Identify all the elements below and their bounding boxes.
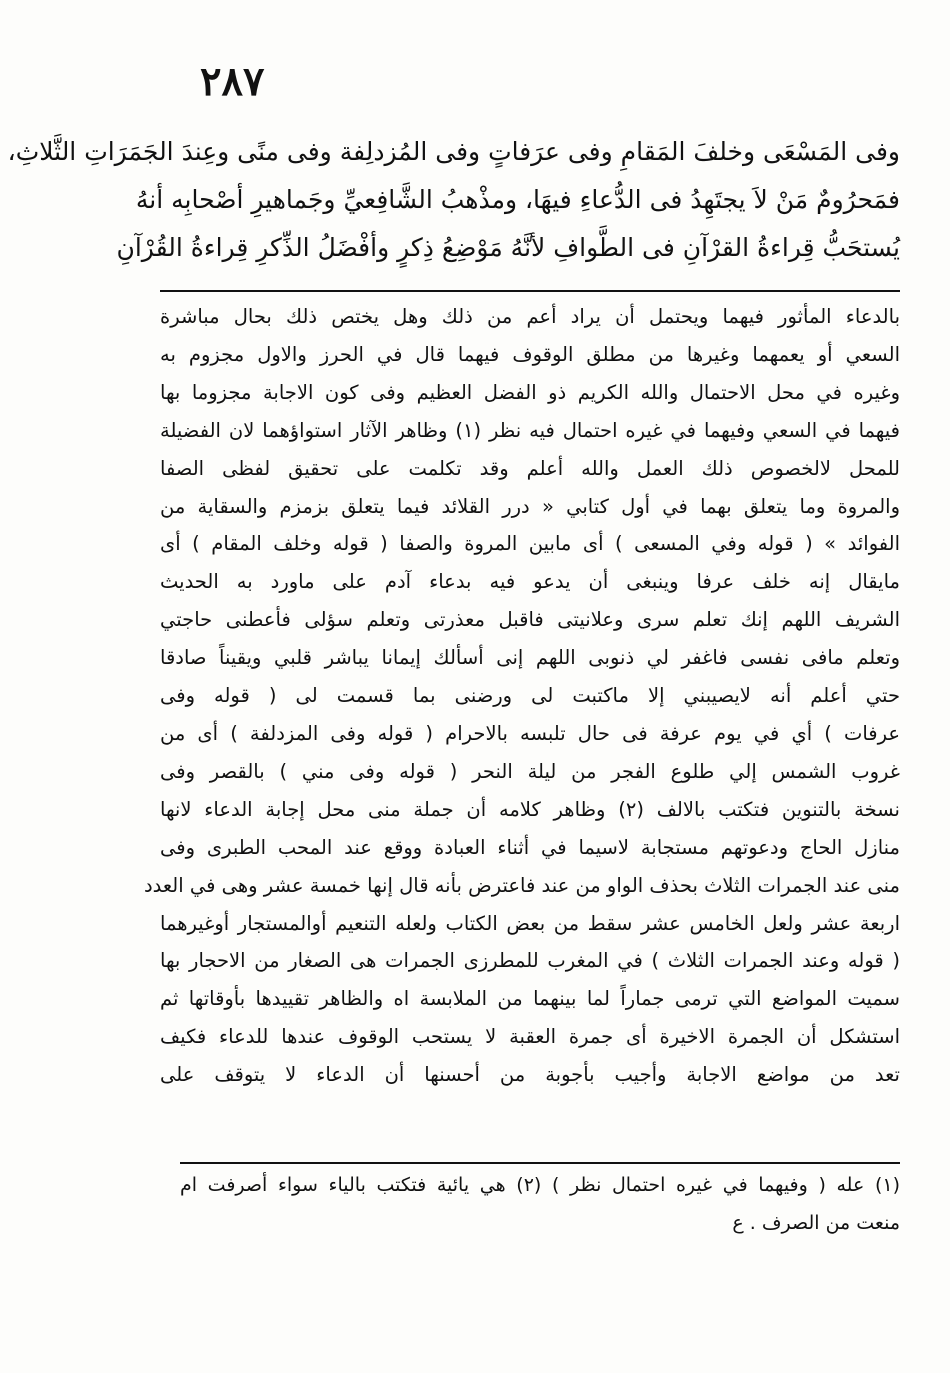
main-text-line: يُستحَبُّ قِراءةُ القرْآنِ فى الطَّوافِ لأنَّهُ مَوْضِعُ ذِكرٍ وأفْضَلُ الذِّكرِ قِراءةُ القُرْآنِ xyxy=(116,233,900,262)
commentary-line: مايقال إنه خلف عرفا وينبغى أن يدعو فيه بدعاء آدم على ماورد به الحديث xyxy=(160,570,900,594)
commentary-line: الشريف اللهم إنك تعلم سرى وعلانيتى فاقبل معذرتى وتعلم سؤلى فأعطنى حاجتي xyxy=(160,608,900,632)
commentary-line: للمحل لالخصوص ذلك العمل والله أعلم وقد تكلمت على تحقيق لفظى الصفا xyxy=(160,456,900,480)
page-number: ٢٨٧ xyxy=(200,58,265,105)
main-text-line: وفى المَسْعَى وخلفَ المَقامِ وفى عرَفاتٍ وفى المُزدلِفة وفى منًى وعِندَ الجَمَرَاتِ الثَّلاثِ، xyxy=(7,137,900,166)
commentary-line: منازل الحاج ودعوتهم مستجابة لاسيما في أثناء العبادة ووقع عند المحب الطبرى وفى xyxy=(160,835,900,859)
main-text-line: فمَحرُومٌ مَنْ لاَ يجتَهِدُ فى الدُّعاءِ فيهَا، ومذْهبُ الشَّافِعيِّ وجَماهيرِ أصْحابِه أنهُ xyxy=(135,185,900,214)
footnote-line: منعت من الصرف . ع xyxy=(732,1212,900,1234)
commentary-line: تعد من مواضع الاجابة وأجيب بأجوبة من أحسنها أن الدعاء لا يتوقف على xyxy=(160,1063,900,1087)
separator-rule-main xyxy=(160,290,900,292)
commentary-line: نسخة بالتنوين فتكتب بالالف (٢) وظاهر كلامه أن جملة منى محل إجابة الدعاء لانها xyxy=(160,797,900,821)
footnotes-block xyxy=(180,1166,900,1242)
commentary-line: ( قوله وعند الجمرات الثلاث ) في المغرب للمطرزى الجمرات هى الصغار من الاحجار بها xyxy=(160,949,900,973)
commentary-line: وغيره في محل الاحتمال والله الكريم ذو الفضل العظيم وفى كون الاجابة مجزوما بها xyxy=(160,380,900,404)
commentary-line: والمروة وما يتعلق بهما في أول كتابي « درر القلائد فيما يتعلق بزمزم والسقاية من xyxy=(160,494,900,518)
commentary-line: الفوائد » ( قوله وفي المسعى ) أى مابين المروة والصفا ( قوله وخلف المقام ) أى xyxy=(160,532,900,556)
commentary-line: فيهما في السعي وفيهما في غيره احتمال فيه نظر (١) وظاهر الآثار استواؤهما لان الفضيلة xyxy=(160,418,900,442)
commentary-line: وتعلم مافى نفسى فاغفر لي ذنوبى اللهم إنى أسألك إيمانا يباشر قلبي ويقيناً صادقا xyxy=(160,646,900,670)
commentary-line: سميت المواضع التي ترمى جماراً لما بينهما من الملابسة اه والظاهر تقييدها بأوقاتها ثم xyxy=(160,987,900,1011)
commentary-line: بالدعاء المأثور فيهما ويحتمل أن يراد أعم من ذلك وهل يختص ذلك بحال مباشرة xyxy=(160,305,900,328)
commentary-line: استشكل أن الجمرة الاخيرة أى جمرة العقبة لا يستحب الوقوف عندها للدعاء فكيف xyxy=(160,1025,900,1049)
main-text-block xyxy=(7,128,900,272)
commentary-line: غروب الشمس إلي طلوع الفجر من ليلة النحر ( قوله وفى مني ) بالقصر وفى xyxy=(160,759,900,783)
commentary-line: حتي أعلم أنه لايصيبني إلا ماكتبت لى ورضنى بما قسمت لى ( قوله وفى xyxy=(160,684,900,708)
footnote-line: (١) عله ( وفيهما في غيره احتمال نظر ) (٢) هي يائية فتكتب بالياء سواء أصرفت ام xyxy=(180,1174,901,1196)
commentary-block xyxy=(143,298,900,1094)
commentary-line: منى عند الجمرات الثلاث بحذف الواو من عند فاعترض بأنه قال إنها خمسة عشر وهى في العدد xyxy=(143,873,900,897)
commentary-line: السعي أو يعمهما وغيرها من مطلق الوقوف فيهما قال في الحرز والاول مجزوم به xyxy=(160,342,900,366)
commentary-line: اربعة عشر ولعل الخامس عشر سقط من بعض الكتاب ولعله التنعيم أوالمستجار أوغيرهما xyxy=(160,911,900,935)
separator-rule-footnotes xyxy=(180,1162,900,1164)
commentary-line: عرفات ) أي في يوم عرفة فى حال تلبسه بالاحرام ( قوله وفى المزدلفة ) أى من xyxy=(160,721,900,745)
